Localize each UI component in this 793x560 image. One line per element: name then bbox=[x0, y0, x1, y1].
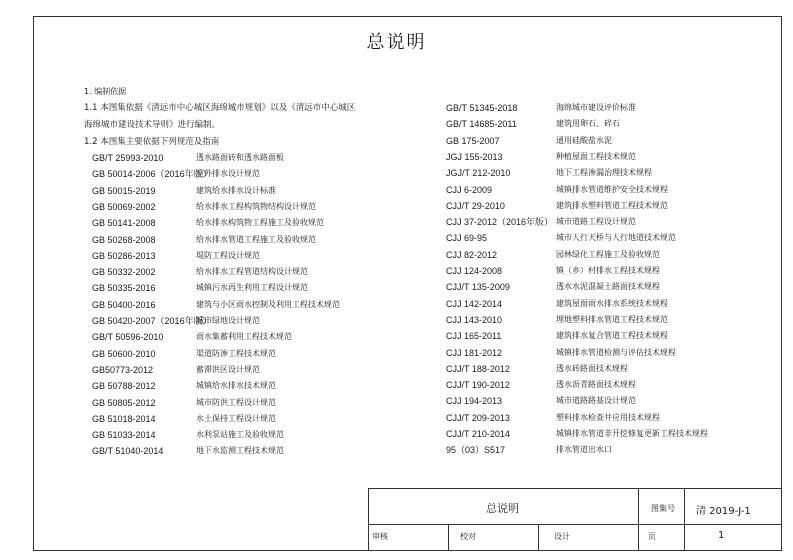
drawing-name: 总说明 bbox=[486, 502, 519, 515]
standard-code: CJJ/T 135-2009 bbox=[446, 282, 510, 293]
standard-name: 城市道路路基设计规范 bbox=[556, 396, 636, 406]
standard-name: 塑料排水检查井应用技术规程 bbox=[556, 412, 660, 422]
intro-line-2: 海绵城市建设技术导则》进行编制。 bbox=[84, 120, 221, 130]
standard-code: JGJ 155-2013 bbox=[446, 151, 503, 162]
standard-code: GB 50141-2008 bbox=[92, 218, 156, 229]
standard-name: 雨水集蓄利用工程技术规范 bbox=[196, 332, 292, 342]
standard-code: CJJ 143-2010 bbox=[446, 314, 503, 325]
standard-code: CJJ 37-2012（2016年版） bbox=[446, 217, 554, 228]
standard-name: 城镇给水排水技术规范 bbox=[196, 381, 276, 391]
standard-name: 给水排水构筑物工程施工及验收规范 bbox=[196, 218, 324, 228]
standard-name: 种植屋面工程技术规范 bbox=[556, 151, 636, 161]
standard-name: 建筑用卵石、碎石 bbox=[556, 119, 620, 129]
standard-name: 建筑排水复合管道工程技术规程 bbox=[556, 331, 668, 341]
standard-code: CJJ/T 188-2012 bbox=[446, 363, 510, 374]
standard-name: 建筑排水塑料管道工程技术规范 bbox=[556, 200, 668, 210]
standard-code: GB50773-2012 bbox=[92, 364, 154, 375]
standard-name: 镇（乡）村排水工程技术规程 bbox=[556, 266, 660, 275]
standard-name: 透水砖路面技术规程 bbox=[556, 363, 628, 373]
standard-name: 通用硅酸盐水泥 bbox=[556, 135, 612, 145]
standard-code: CJJ 194-2013 bbox=[446, 396, 503, 407]
page-title: 总说明 bbox=[366, 32, 427, 53]
standard-name: 城市绿地设计规范 bbox=[196, 316, 260, 325]
standard-name: 城市道路工程设计规范 bbox=[556, 217, 636, 227]
standard-code: CJJ/T 210-2014 bbox=[446, 429, 510, 439]
standard-name: 渠道防渗工程技术规范 bbox=[196, 348, 276, 358]
standard-name: 透水水泥混凝土路面技术规程 bbox=[556, 282, 660, 292]
standard-code: GB 50805-2012 bbox=[92, 397, 156, 408]
atlas-label: 图集号 bbox=[651, 504, 675, 513]
standard-name: 城镇排水管道维护安全技术规程 bbox=[556, 184, 668, 194]
standard-code: GB 50332-2002 bbox=[92, 267, 156, 278]
standard-code: GB/T 51345-2018 bbox=[446, 103, 518, 113]
standard-code: CJJ 69-95 bbox=[446, 233, 488, 244]
standard-name: 排水管道出水口 bbox=[556, 445, 612, 455]
standard-code: GB 50420-2007（2016年版） bbox=[92, 316, 212, 326]
standard-code: CJJ/T 209-2013 bbox=[446, 412, 510, 423]
standard-name: 城市人行天桥与人行地道技术规范 bbox=[556, 233, 676, 243]
standard-name: 地下工程渗漏治理技术规程 bbox=[556, 168, 652, 178]
standard-name: 城镇排水管道检测与评估技术规程 bbox=[556, 347, 676, 357]
review-label: 审核 bbox=[372, 532, 388, 541]
standard-name: 城镇污水再生利用工程设计规范 bbox=[196, 283, 308, 293]
standard-name: 建筑屋面雨水排水系统技术规程 bbox=[556, 298, 668, 308]
check-label: 校对 bbox=[460, 532, 476, 541]
standard-code: GB 50600-2010 bbox=[92, 348, 156, 359]
standard-name: 建筑给水排水设计标准 bbox=[196, 185, 276, 195]
standard-code: CJJ 82-2012 bbox=[446, 249, 498, 260]
standard-name: 园林绿化工程施工及验收规范 bbox=[556, 249, 660, 259]
standard-code: GB 50400-2016 bbox=[92, 299, 156, 310]
standard-code: CJJ 181-2012 bbox=[446, 347, 503, 358]
intro-line-1: 1.1 本图集依据《清远市中心城区海绵城市规划》以及《清远市中心城区 bbox=[84, 103, 356, 113]
standard-code: GB 50014-2006（2016年版） bbox=[92, 169, 212, 180]
standard-code: GB 50286-2013 bbox=[92, 250, 156, 261]
standard-name: 透水沥青路面技术规程 bbox=[556, 380, 636, 390]
atlas-number: 清 2019-J-1 bbox=[696, 506, 751, 517]
standard-code: GB 50268-2008 bbox=[92, 234, 156, 245]
standard-code: 95（03）S517 bbox=[446, 445, 506, 456]
standard-code: CJJ/T 29-2010 bbox=[446, 200, 505, 211]
standard-name: 堤防工程设计规范 bbox=[196, 250, 260, 260]
intro-line-3: 1.2 本图集主要依据下列规范及指南 bbox=[84, 137, 220, 147]
title-block bbox=[368, 488, 782, 551]
standard-code: GB 175-2007 bbox=[446, 135, 500, 146]
standard-name: 水土保持工程设计规范 bbox=[196, 413, 276, 423]
design-label: 设计 bbox=[554, 532, 570, 541]
standard-code: GB/T 25993-2010 bbox=[92, 153, 164, 163]
standard-code: GB 50788-2012 bbox=[92, 381, 156, 392]
standard-code: GB/T 14685-2011 bbox=[446, 119, 517, 130]
section-heading: 1. 编制依据 bbox=[84, 87, 127, 96]
standard-name: 建筑与小区雨水控制及利用工程技术规范 bbox=[196, 299, 340, 309]
page-label: 页 bbox=[648, 532, 656, 541]
standard-code: GB 50069-2002 bbox=[92, 201, 156, 212]
standard-name: 埋地塑料排水管道工程技术规范 bbox=[556, 314, 668, 324]
standard-code: CJJ 124-2008 bbox=[446, 266, 503, 276]
standard-name: 室外排水设计规范 bbox=[196, 169, 260, 179]
standard-name: 蓄滞洪区设计规范 bbox=[196, 364, 260, 374]
standard-name: 透水路面砖和透水路面板 bbox=[196, 153, 284, 162]
standard-code: JGJ/T 212-2010 bbox=[446, 168, 511, 179]
standard-name: 水利泵站施工及验收规范 bbox=[196, 430, 284, 440]
standard-code: GB/T 50596-2010 bbox=[92, 332, 164, 343]
standard-name: 给水排水工程管道结构设计规范 bbox=[196, 267, 308, 277]
standard-code: CJJ 165-2011 bbox=[446, 331, 502, 342]
standard-code: CJJ 6-2009 bbox=[446, 184, 493, 195]
standard-code: GB 51033-2014 bbox=[92, 430, 156, 441]
standard-name: 给水排水管道工程施工及验收规范 bbox=[196, 234, 316, 244]
standard-code: GB 50335-2016 bbox=[92, 283, 156, 294]
page-number: 1 bbox=[718, 530, 725, 541]
standard-code: GB 51018-2014 bbox=[92, 413, 156, 424]
standard-name: 海绵城市建设评价标准 bbox=[556, 103, 636, 112]
standard-name: 给水排水工程构筑物结构设计规范 bbox=[196, 201, 316, 211]
standard-code: CJJ 142-2014 bbox=[446, 298, 503, 309]
standard-name: 地下水监测工程技术规范 bbox=[196, 446, 284, 456]
standard-code: GB 50015-2019 bbox=[92, 185, 156, 196]
standard-code: CJJ/T 190-2012 bbox=[446, 380, 510, 391]
standard-name: 城镇排水管道非开挖修复更新工程技术规程 bbox=[556, 429, 708, 438]
standard-code: GB/T 51040-2014 bbox=[92, 446, 164, 457]
standard-name: 城市防洪工程设计规范 bbox=[196, 397, 276, 407]
